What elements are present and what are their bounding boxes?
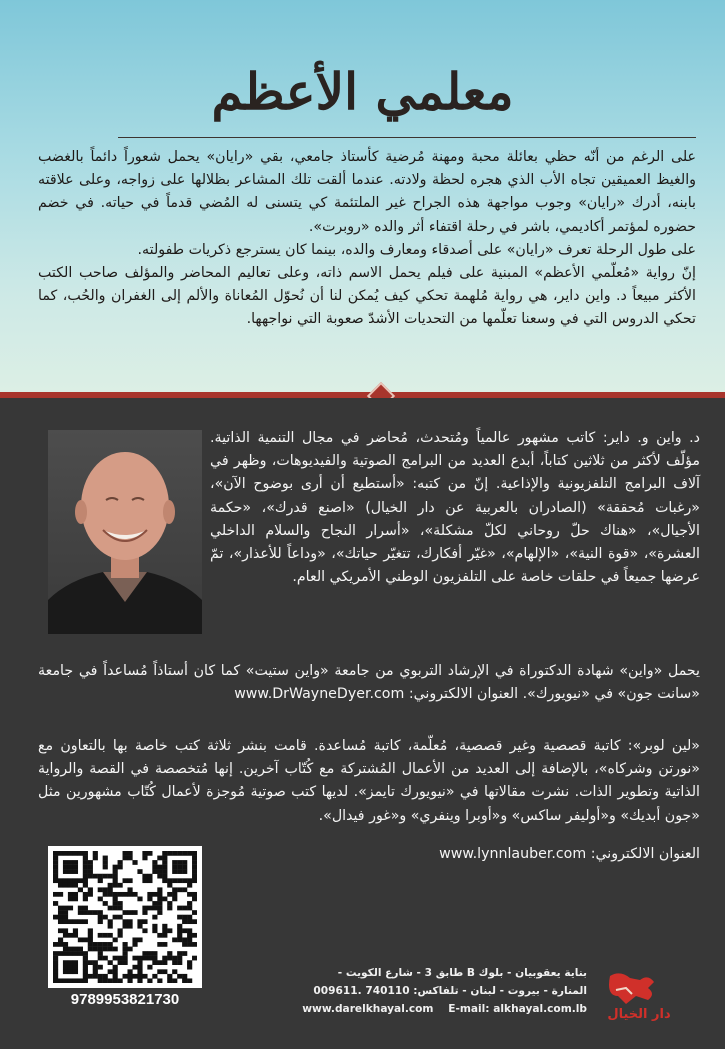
synopsis-paragraph: على الرغم من أنّه حظي بعائلة محبة ومهنة مُرضية كأستاذ جامعي، بقي «رايان» يحمل شعوراً دائماً بالغضب والغيظ العميقين تجاه الأب الذي هجره لحظة ولادته. عندما ألقت تلك المشاعر بظلالها على زواجه، وعلى علاقته بابنه، أدرك «رايان» وجوب مواجهة هذه الجراح غير الملتئمة كي يتسنى له المُضي قدماً في حياته. في خضم حضوره لمؤتمر أكاديمي، باشر في رحلة اقتفاء أثر والده «روبرت». (38, 149, 696, 235)
author-photo (48, 430, 202, 634)
publisher-logo-text: دار الخيال (607, 1007, 671, 1022)
publisher-address-line: بناية يعقوبيان - بلوك B طابق 3 - شارع الكويت - (337, 967, 587, 979)
qr-code (48, 846, 202, 988)
bio-paragraph: «لين لوبر»: كاتبة قصصية وغير قصصية، مُعلّمة، كاتبة مُساعدة. قامت بنشر ثلاثة كتب خاصة بها بالتعاون مع «نورتن وشركاه»، بالإضافة إلى العديد من الأعمال المُشتركة مع كُتّاب آخرين. إنها مُتخصصة في القصة والرواية الذاتية وتطوير الذات. نشرت مقالاتها في «نيويورك تايمز». لديها كتب صوتية مُوجزة لأعمال كُتّاب مشهورين مثل «جون أبديك» و«أوليفر ساكس» و«أوبرا وينفري» و«غور فيدال». (38, 738, 700, 824)
website-label: العنوان الالكتروني: (590, 846, 700, 862)
publisher-address-line: المنارة - بيروت - لبنان - تلفاكس: 740110 .009611 (313, 985, 587, 997)
title-divider (118, 137, 696, 138)
top-panel (0, 0, 725, 392)
bio-paragraph: د. واين و. داير: كاتب مشهور عالمياً ومُتحدث، مُحاضر في مجال التنمية الذاتية. مؤلّف لأكثر من ثلاثين كتاباً، أبدع العديد من البرامج الصوتية والفيديوهات، وظهر في آلاف البرامج التلفزيونية والإذاعية. إنّ من كتبه: «أستطيع أن أرى بوضوح الآن»، «رغبات مُحققة» (الصادران بالعربية عن دار الخيال) «اصنع قدرك»، «حكمة الأجيال»، «هناك حلّ روحاني لكلّ مشكلة»، «أسرار النجاح والسلام الداخلي العشرة»، «قوة النية»، «الإلهام»، «غيّر أفكارك، تتغيّر حياتك»، «وداعاً للأعذار»، تمّ عرضها جميعاً في حلقات خاصة على التلفزيون الوطني الأمريكي العام. (210, 430, 700, 586)
website-row-lauber (380, 846, 700, 862)
publisher-info (245, 964, 587, 1018)
website-link-dyer[interactable]: www.DrWayneDyer.com (234, 686, 405, 703)
author-bio-lauber (38, 735, 700, 828)
publisher-email[interactable]: alkhayal.com.lb (493, 1003, 587, 1015)
synopsis-paragraph: إنّ رواية «مُعلّمي الأعظم» المبنية على فيلم يحمل الاسم ذاته، وعلى تعاليم المحاضر والمؤلف صاحب الكتب الأكثر مبيعاً د. واين داير، هي رواية مُلهمة تحكي كيف يُمكن لنا أن نُحوّل المُعاناة والألم إلى الغفران والحُب، كما تحكي الدروس التي في وسعنا تعلّمها من التحديات الأشدّ صعوبة التي نواجهها. (38, 265, 696, 328)
isbn-number: 9789953821730 (70, 991, 180, 1008)
bio-text: يحمل «واين» شهادة الدكتوراة في الإرشاد التربوي من جامعة «واين ستيت» كما كان أستاذاً مُساعداً في جامعة «سانت جون» في «نيويورك». العنوان الالكتروني: (38, 663, 700, 703)
website-link-lauber[interactable]: www.lynnlauber.com (439, 846, 587, 862)
author-bio-dyer (210, 427, 700, 589)
publisher-contact-line (245, 1000, 587, 1018)
book-title: معلمي الأعظم (211, 62, 514, 121)
synopsis (38, 146, 696, 332)
publisher-logo (596, 966, 682, 1022)
publisher-email-label: E-mail: (448, 1003, 490, 1015)
publisher-website[interactable]: www.darelkhayal.com (302, 1003, 434, 1015)
bio-paragraph (38, 660, 700, 706)
synopsis-paragraph: على طول الرحلة تعرف «رايان» على أصدقاء ومعارف والده، بينما كان يسترجع ذكريات طفولته. (137, 241, 696, 258)
author-credentials-dyer (38, 660, 700, 706)
